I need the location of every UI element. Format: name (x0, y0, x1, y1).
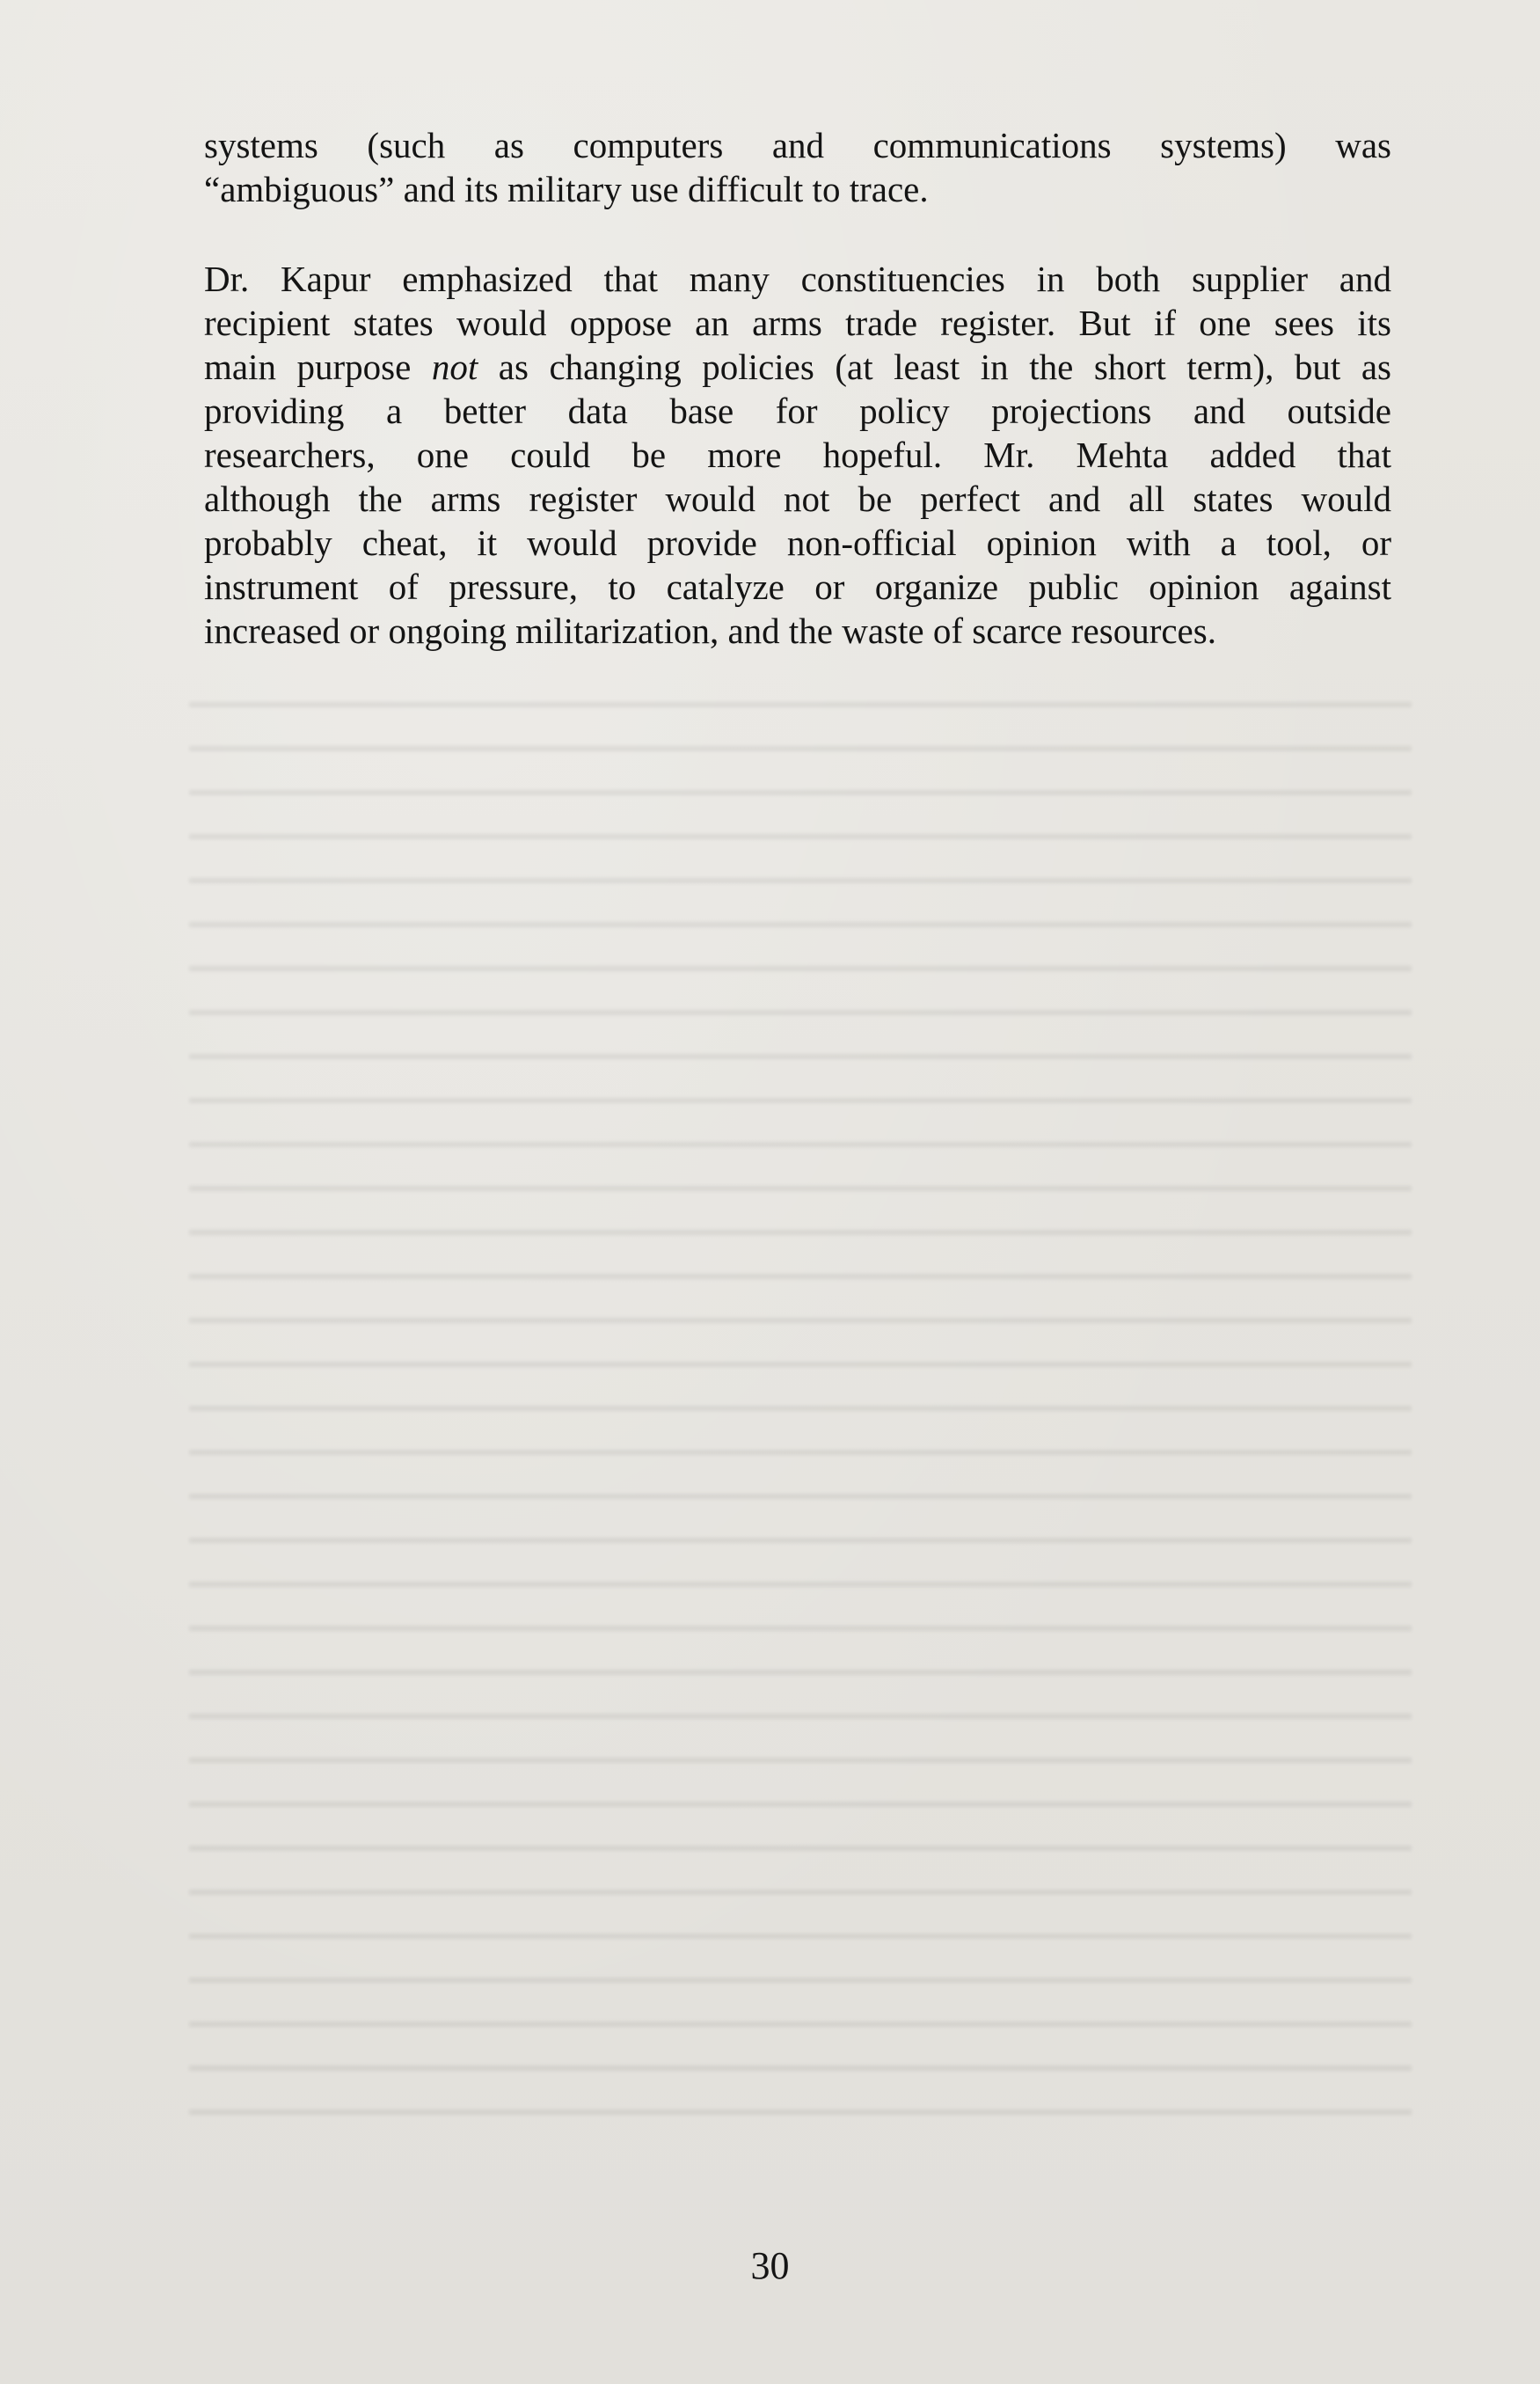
paragraph-1 (204, 123, 1391, 211)
paragraph-2-line-5: researchers, one could be more hopeful. Mr. Mehta added that (204, 435, 1391, 475)
paragraph-2-line-1: Dr. Kapur emphasized that many constituencies in both supplier and (204, 259, 1391, 299)
emphasized-word: not (431, 347, 478, 387)
paragraph-2-line-3-start: main purpose (204, 347, 432, 387)
paragraph-2 (204, 257, 1391, 653)
paragraph-2-line-9: increased or ongoing militarization, and the waste of scarce resources. (204, 611, 1216, 651)
paragraph-2-line-4: providing a better data base for policy projections and outside (204, 391, 1391, 431)
paragraph-2-line-7: probably cheat, it would provide non-official opinion with a tool, or (204, 523, 1391, 563)
show-through-texture (189, 677, 1412, 2129)
paragraph-2-line-2: recipient states would oppose an arms trade register. But if one sees its (204, 303, 1391, 343)
paragraph-2-line-3-end: as changing policies (at least in the short term), but as (478, 347, 1391, 387)
paragraph-2-line-6: although the arms register would not be perfect and all states would (204, 479, 1391, 519)
paragraph-2-line-3 (204, 345, 1391, 389)
paragraph-1-line-2: “ambiguous” and its military use difficult to trace. (204, 169, 929, 209)
paragraph-1-line-1: systems (such as computers and communications systems) was (204, 125, 1391, 165)
paragraph-2-line-8: instrument of pressure, to catalyze or organize public opinion against (204, 567, 1391, 607)
page-number: 30 (750, 2244, 790, 2287)
